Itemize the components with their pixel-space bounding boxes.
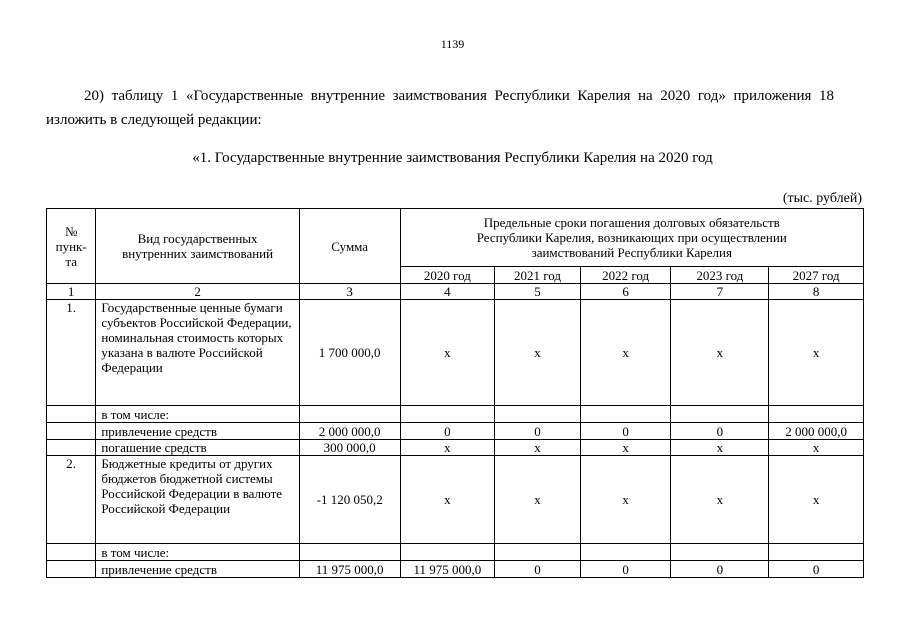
column-number: 2 (96, 284, 299, 300)
row-year-value (671, 406, 769, 423)
intro-paragraph: 20) таблицу 1 «Государственные внутренние заимствования Республики Карелия на 2020 год» приложения 18 изложить в следующей редакции: (46, 88, 834, 128)
row-name: погашение средств (96, 440, 299, 456)
row-num (47, 423, 96, 440)
row-year-value: x (769, 300, 864, 406)
table-row (47, 440, 864, 456)
header-year: 2020 год (400, 267, 495, 284)
table-row (47, 423, 864, 440)
row-year-value: x (769, 456, 864, 544)
header-year: 2021 год (495, 267, 581, 284)
column-number: 5 (495, 284, 581, 300)
row-sum: 11 975 000,0 (299, 561, 400, 578)
row-year-value: 0 (495, 561, 581, 578)
row-year-value: x (400, 456, 495, 544)
row-sum: 300 000,0 (299, 440, 400, 456)
table-title: «1. Государственные внутренние заимствования Республики Карелия на 2020 год (192, 150, 713, 166)
header-type: Вид государственных внутренних заимствований (96, 209, 299, 284)
row-year-value: x (400, 440, 495, 456)
row-year-value: 0 (495, 423, 581, 440)
units-label: (тыс. рублей) (782, 191, 862, 206)
row-year-value (769, 406, 864, 423)
row-year-value: 0 (580, 423, 671, 440)
table-row (47, 406, 864, 423)
row-sum: -1 120 050,2 (299, 456, 400, 544)
header-row-1 (47, 209, 864, 267)
row-year-value: x (769, 440, 864, 456)
row-year-value: x (580, 440, 671, 456)
row-year-value: x (495, 440, 581, 456)
row-num (47, 561, 96, 578)
row-num (47, 544, 96, 561)
row-year-value: x (495, 456, 581, 544)
row-year-value: 0 (400, 423, 495, 440)
header-year: 2022 год (580, 267, 671, 284)
column-number: 4 (400, 284, 495, 300)
row-name: привлечение средств (96, 561, 299, 578)
row-year-value: x (671, 456, 769, 544)
header-sum: Сумма (299, 209, 400, 284)
column-number: 8 (769, 284, 864, 300)
row-num: 2. (47, 456, 96, 544)
row-name: Бюджетные кредиты от других бюджетов бюджетной системы Российской Федерации в валюте Российской Федерации (96, 456, 299, 544)
row-sum: 2 000 000,0 (299, 423, 400, 440)
header-num: № пунк- та (47, 209, 96, 284)
table-row (47, 544, 864, 561)
row-year-value: 11 975 000,0 (400, 561, 495, 578)
row-sum: 1 700 000,0 (299, 300, 400, 406)
row-name: в том числе: (96, 544, 299, 561)
table-row (47, 300, 864, 406)
row-num (47, 406, 96, 423)
column-number: 1 (47, 284, 96, 300)
row-year-value: 0 (671, 561, 769, 578)
row-num (47, 440, 96, 456)
column-numbers-row (47, 284, 864, 300)
row-year-value: x (671, 440, 769, 456)
row-year-value (495, 544, 581, 561)
row-year-value: 0 (769, 561, 864, 578)
column-number: 7 (671, 284, 769, 300)
row-name: привлечение средств (96, 423, 299, 440)
row-year-value (580, 406, 671, 423)
header-year: 2027 год (769, 267, 864, 284)
row-num: 1. (47, 300, 96, 406)
row-name: Государственные ценные бумаги субъектов Российской Федерации, номинальная стоимость которых указана в валюте Российской Федерации (96, 300, 299, 406)
row-year-value: x (400, 300, 495, 406)
table-row (47, 561, 864, 578)
page-number: 1139 (440, 37, 465, 51)
row-year-value: x (671, 300, 769, 406)
table-row (47, 456, 864, 544)
row-name: в том числе: (96, 406, 299, 423)
header-year: 2023 год (671, 267, 769, 284)
column-number: 3 (299, 284, 400, 300)
row-year-value: x (495, 300, 581, 406)
row-year-value (495, 406, 581, 423)
row-year-value (769, 544, 864, 561)
row-year-value: x (580, 456, 671, 544)
borrowings-table (46, 208, 864, 578)
row-year-value: 0 (671, 423, 769, 440)
row-year-value: 0 (580, 561, 671, 578)
row-year-value (400, 544, 495, 561)
column-number: 6 (580, 284, 671, 300)
row-sum (299, 406, 400, 423)
row-year-value (400, 406, 495, 423)
row-year-value (580, 544, 671, 561)
row-year-value: 2 000 000,0 (769, 423, 864, 440)
row-year-value: x (580, 300, 671, 406)
row-sum (299, 544, 400, 561)
row-year-value (671, 544, 769, 561)
header-terms: Предельные сроки погашения долговых обязательств Республики Карелия, возникающих при осуществлении заимствований Республики Карелия (400, 209, 863, 267)
